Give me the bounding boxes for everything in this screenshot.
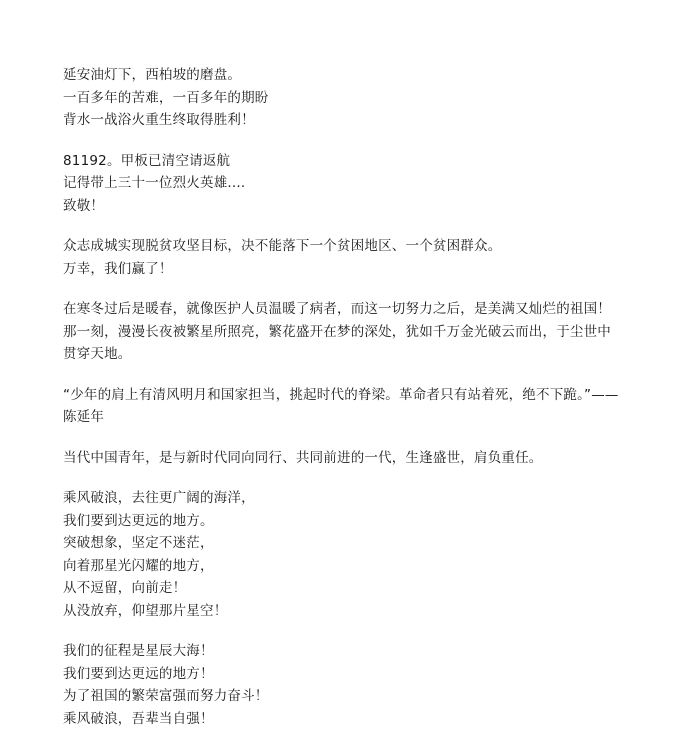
text-line: 突破想象，坚定不迷茫，: [63, 535, 214, 551]
paragraph-8: [63, 640, 663, 730]
text-line: 我们要到达更远的地方。: [63, 512, 214, 529]
text-line: 背水一战浴火重生终取得胜利！: [63, 112, 255, 128]
text-line: 致敬！: [63, 197, 105, 214]
paragraph-3: [63, 235, 663, 280]
paragraph-4: [63, 298, 663, 366]
document-body: [63, 64, 663, 748]
text-line: 为了祖国的繁荣富强而努力奋斗！: [63, 688, 269, 704]
paragraph-7: [63, 487, 663, 622]
text-line: 从不逗留，向前走！: [63, 580, 187, 596]
text-line: 我们的征程是星辰大海！: [63, 643, 214, 659]
text-line: 延安油灯下，西柏坡的磨盘。: [63, 67, 242, 83]
text-line: 向着那星光闪耀的地方，: [63, 557, 214, 574]
text-line: 乘风破浪，吾辈当自强！: [63, 710, 214, 727]
paragraph-6: [63, 447, 663, 470]
text-line: 81192。甲板已清空请返航: [63, 152, 231, 169]
paragraph-5: [63, 384, 663, 429]
text-line: 众志成城实现脱贫攻坚目标，决不能落下一个贫困地区、一个贫困群众。: [63, 238, 502, 254]
text-line: 在寒冬过后是暖春，就像医护人员温暖了病者，而这一切努力之后，是美满又灿烂的祖国！: [63, 301, 611, 317]
text-line: 从没放弃，仰望那片星空！: [63, 602, 228, 619]
text-line: 我们要到达更远的地方！: [63, 665, 214, 682]
text-line: 记得带上三十一位烈火英雄....: [63, 175, 246, 191]
text-line: 乘风破浪，去往更广阔的海洋，: [63, 490, 255, 506]
paragraph-2: [63, 150, 663, 218]
text-line: 万幸，我们赢了！: [63, 260, 173, 277]
text-line: 贯穿天地。: [63, 346, 132, 362]
text-line: 陈延年: [63, 409, 105, 425]
text-line: “少年的肩上有清风明月和国家担当，挑起时代的脊梁。革命者只有站着死，绝不下跪。”——: [63, 386, 619, 403]
text-line: 一百多年的苦难，一百多年的期盼: [63, 89, 269, 106]
text-line: 当代中国青年，是与新时代同向同行、共同前进的一代，生逢盛世，肩负重任。: [63, 449, 543, 466]
text-line: 那一刻，漫漫长夜被繁星所照亮，繁花盛开在梦的深处，犹如千万金光破云而出，于尘世中: [63, 323, 611, 340]
paragraph-1: [63, 64, 663, 132]
